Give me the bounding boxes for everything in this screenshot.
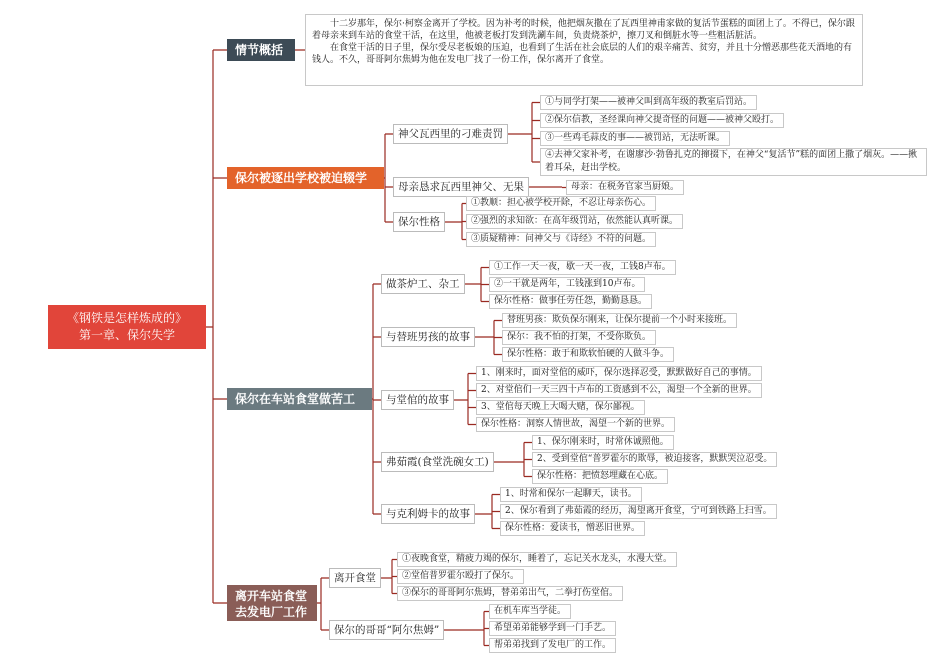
root-title: 《钢铁是怎样炼成的》 bbox=[66, 311, 187, 325]
root-topic bbox=[48, 305, 206, 349]
sub-leave-canteen: 离开食堂 bbox=[329, 568, 381, 588]
leaf-traits-1: ①教顺：担心被学校开除，不忍让母亲伤心。 bbox=[466, 196, 656, 211]
leaf-priest-4: ④去神父家补考，在谢廖沙·勃鲁扎克的撺掇下，在神父“复活节”糕的面团上撒了烟灰。——揪着耳朵，赶出学校。 bbox=[540, 148, 927, 176]
leaf-frosya-2: 2、受到堂倌“普罗霍尔的欺辱，被迫接客，默默哭泣忍受。 bbox=[532, 452, 777, 467]
leaf-shift-1: 替班男孩：欺负保尔刚来，让保尔提前一个小时来接班。 bbox=[502, 313, 737, 328]
section-canteen: 保尔在车站食堂做苦工 bbox=[227, 388, 372, 410]
leaf-priest-2: ②保尔信教，圣经课向神父提奇怪的问题——被神父殴打。 bbox=[540, 113, 784, 128]
leaf-work-2: ②一干就是两年，工钱涨到10卢布。 bbox=[489, 277, 645, 292]
leaf-brother-1: 在机车库当学徒。 bbox=[489, 604, 571, 619]
leaf-work-1: ①工作一天一夜，歇一天一夜，工钱8卢布。 bbox=[489, 260, 676, 275]
leaf-priest-3: ③一些鸡毛蒜皮的事——被罚站，无法听课。 bbox=[540, 131, 730, 146]
leaf-mother-1: 母亲：在税务官家当厨娘。 bbox=[566, 180, 684, 195]
summary-paragraph-1: 十二岁那年，保尔·柯察金离开了学校。因为补考的时候，他把烟灰撒在了瓦西里神甫家做的复活节蛋糕的面团上了。不得已，保尔跟着母亲来到车站的食堂干活，在这里，他被老板打发到洗涮车间，负责烧茶炉，擦刀叉和倒脏水等一些粗活脏活。 bbox=[312, 19, 855, 41]
leaf-brother-3: 帮弟弟找到了发电厂的工作。 bbox=[489, 638, 616, 653]
leaf-frosya-1: 1、保尔刚来时，时常休诚照他。 bbox=[532, 435, 674, 450]
sub-frosya: 弗茹霞(食堂洗碗女工) bbox=[381, 452, 494, 472]
connector-section-expelled bbox=[384, 134, 393, 222]
connector-sub-brother bbox=[444, 612, 489, 646]
leaf-klimka-1: 1、时常和保尔一起聊天，读书。 bbox=[500, 487, 642, 502]
connector-section-canteen bbox=[372, 284, 381, 514]
sub-priest: 神父瓦西里的刁难责罚 bbox=[393, 124, 508, 144]
leaf-traits-3: ③质疑精神：问神父与《诗经》不符的问题。 bbox=[466, 232, 656, 247]
summary-paragraph-2: 在食堂干活的日子里，保尔受尽老板娘的压迫，也看到了生活在社会底层的人们的艰辛痛苦、贫穷，并且十分憎恶那些花天酒地的有钱人。不久，哥哥阿尔焦姆为他在发电厂找了一份工作，保尔离开了食堂。 bbox=[312, 43, 853, 65]
sub-waiters: 与堂倌的故事 bbox=[381, 390, 454, 410]
leaf-waiters-3: 3、堂倌每天晚上大喝大赌，保尔鄙视。 bbox=[476, 400, 645, 415]
leaf-shift-3: 保尔性格：敢于和欺软怕硬的人做斗争。 bbox=[502, 347, 674, 362]
connector-sub-mother bbox=[529, 187, 566, 188]
connector-sub-shift-boy bbox=[475, 321, 502, 355]
leaf-shift-2: 保尔：我不怕的打架，不受你欺负。 bbox=[502, 330, 656, 345]
connector-sub-work bbox=[465, 268, 489, 302]
leaf-waiters-2: 2、对堂倌们一天三四十卢布的工资感到不公，渴望一个全新的世界。 bbox=[476, 383, 762, 398]
connector-sub-klimka bbox=[475, 495, 500, 529]
sub-mother: 母亲恳求瓦西里神父、无果 bbox=[393, 177, 529, 197]
leaf-klimka-2: 2、保尔看到了弗茹霞的经历，渴望离开食堂，宁可到铁路上扫雪。 bbox=[500, 504, 777, 519]
leaf-frosya-3: 保尔性格：把愤怒埋藏在心底。 bbox=[532, 469, 668, 484]
leaf-leave-3: ③保尔的哥哥阿尔焦姆，替弟弟出气，二拳打伤堂倌。 bbox=[397, 586, 623, 601]
connector-sub-leave-canteen bbox=[381, 560, 397, 594]
section-leave: 离开车站食堂去发电厂工作 bbox=[227, 585, 317, 621]
section-expelled: 保尔被逐出学校被迫辍学 bbox=[227, 167, 384, 189]
plot-summary bbox=[305, 14, 863, 86]
leaf-leave-2: ②堂倌普罗霍尔殴打了保尔。 bbox=[397, 569, 524, 584]
sub-work: 做茶炉工、杂工 bbox=[381, 274, 465, 294]
leaf-traits-2: ②强烈的求知欲：在高年级罚站，依然能认真听课。 bbox=[466, 214, 683, 229]
leaf-waiters-1: 1、刚来时，面对堂倌的威吓，保尔选择忍受，默默做好自己的事情。 bbox=[476, 366, 762, 381]
connector-sub-priest bbox=[508, 103, 540, 163]
connector-root-topic bbox=[206, 50, 227, 603]
connector-sub-waiters bbox=[454, 374, 476, 425]
connector-sub-traits bbox=[445, 204, 466, 240]
leaf-waiters-4: 保尔性格：洞察人情世故，渴望一个新的世界。 bbox=[476, 417, 675, 432]
root-subtitle: 第一章、保尔失学 bbox=[78, 328, 175, 342]
leaf-leave-1: ①夜晚食堂，精疲力竭的保尔，睡着了，忘记关水龙头，水漫大堂。 bbox=[397, 552, 677, 567]
leaf-work-3: 保尔性格：做事任劳任怨，勤勤恳恳。 bbox=[489, 294, 652, 309]
leaf-klimka-3: 保尔性格：爱读书，憎恶旧世界。 bbox=[500, 521, 645, 536]
leaf-brother-2: 希望弟弟能够学到一门手艺。 bbox=[489, 621, 616, 636]
sub-brother: 保尔的哥哥“阿尔焦姆” bbox=[329, 620, 444, 640]
section-plot: 情节概括 bbox=[227, 39, 295, 61]
sub-traits: 保尔性格 bbox=[393, 212, 445, 232]
connector-sub-frosya bbox=[494, 443, 532, 477]
sub-klimka: 与克利姆卡的故事 bbox=[381, 504, 475, 524]
connector-section-leave bbox=[317, 578, 329, 630]
sub-shift-boy: 与替班男孩的故事 bbox=[381, 327, 475, 347]
leaf-priest-1: ①与同学打架——被神父叫到高年级的教室后罚站。 bbox=[540, 95, 757, 110]
